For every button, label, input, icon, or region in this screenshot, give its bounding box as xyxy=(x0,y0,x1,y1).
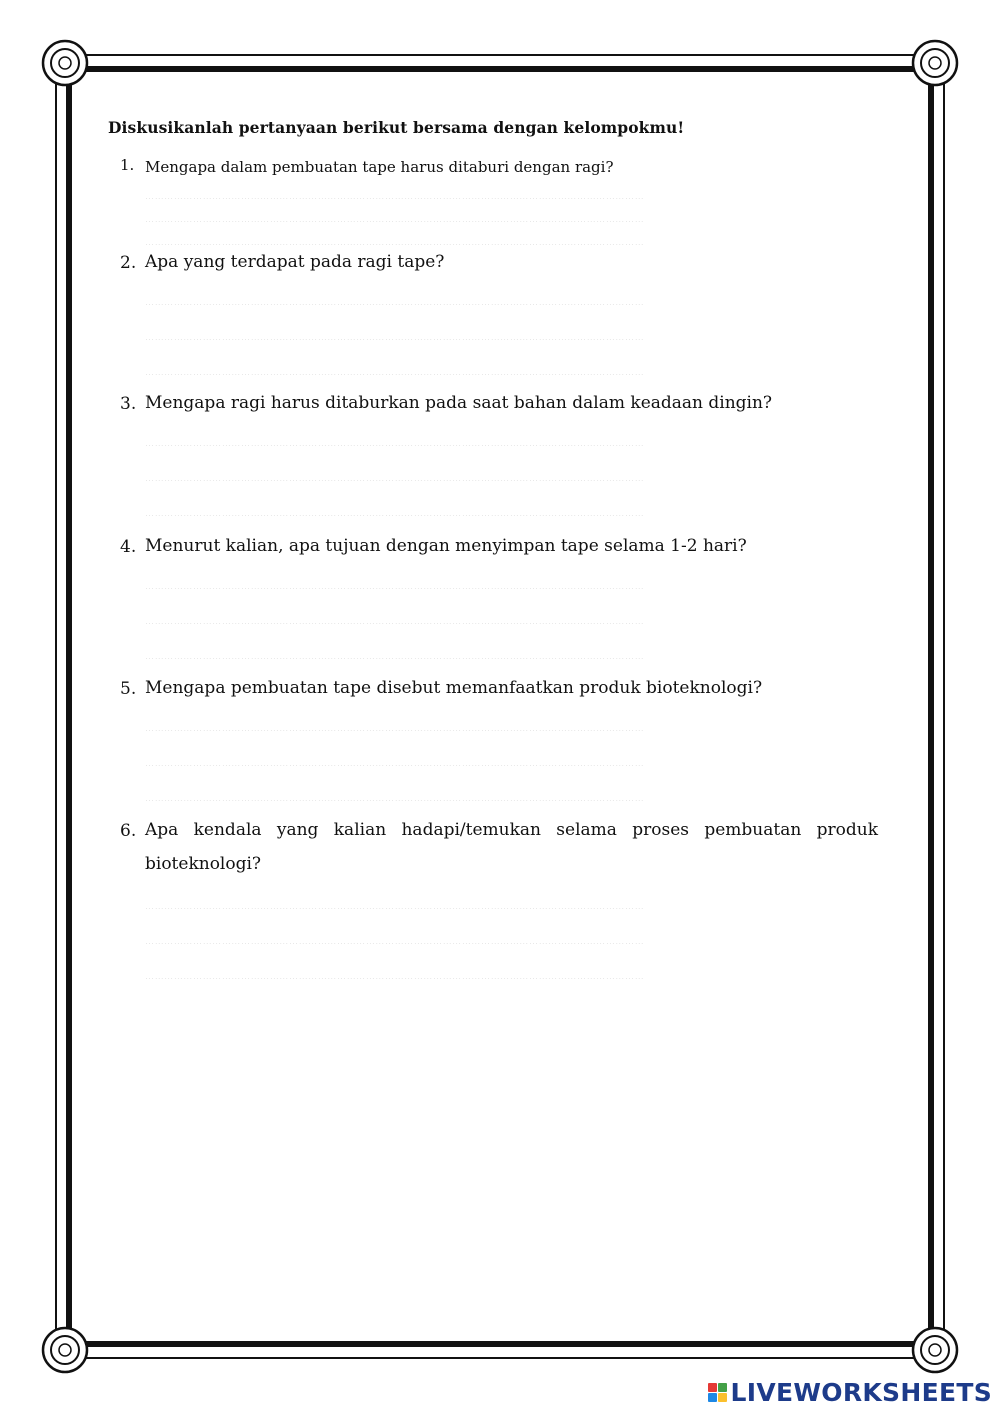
question-text: Mengapa pembuatan tape disebut memanfaatkan produk bioteknologi? xyxy=(145,678,763,698)
question-text: Mengapa ragi harus ditaburkan pada saat bahan dalam keadaan dingin? xyxy=(145,393,773,413)
answer-line[interactable] xyxy=(145,587,875,589)
answer-line[interactable] xyxy=(145,622,875,624)
question-number: 5. xyxy=(120,679,137,699)
question-text: Apa kendala yang kalian hadapi/temukan selama proses pembuatan produk bioteknologi? xyxy=(145,820,878,874)
answer-line[interactable] xyxy=(145,444,875,446)
answer-line[interactable] xyxy=(145,942,875,944)
answer-line[interactable] xyxy=(145,303,875,305)
liveworksheets-wordmark: LIVEWORKSHEETS xyxy=(730,1378,992,1407)
answer-line[interactable] xyxy=(145,657,875,659)
answer-line[interactable] xyxy=(145,907,875,909)
question-text: Mengapa dalam pembuatan tape harus ditaburi dengan ragi? xyxy=(145,158,614,176)
instruction-heading: Diskusikanlah pertanyaan berikut bersama dengan kelompokmu! xyxy=(108,118,685,137)
corner-ornament-icon xyxy=(40,1325,90,1375)
answer-line[interactable] xyxy=(145,373,875,375)
question-number: 2. xyxy=(120,253,137,273)
answer-line[interactable] xyxy=(145,764,875,766)
answer-line[interactable] xyxy=(145,197,875,199)
answer-line[interactable] xyxy=(145,799,875,801)
corner-ornament-icon xyxy=(910,1325,960,1375)
answer-line[interactable] xyxy=(145,514,875,516)
answer-line[interactable] xyxy=(145,729,875,731)
worksheet-content xyxy=(108,118,878,874)
question-text: Apa yang terdapat pada ragi tape? xyxy=(145,252,445,272)
answer-line[interactable] xyxy=(145,338,875,340)
question-number: 4. xyxy=(120,537,137,557)
liveworksheets-brand xyxy=(708,1378,992,1407)
corner-ornament-icon xyxy=(910,38,960,88)
question-number: 3. xyxy=(120,394,137,414)
answer-line[interactable] xyxy=(145,479,875,481)
answer-line[interactable] xyxy=(145,220,875,222)
question-number: 6. xyxy=(120,821,137,841)
liveworksheets-logo-icon xyxy=(708,1383,727,1402)
answer-line[interactable] xyxy=(145,977,875,979)
question-text: Menurut kalian, apa tujuan dengan menyimpan tape selama 1-2 hari? xyxy=(145,536,747,556)
corner-ornament-icon xyxy=(40,38,90,88)
question-number: 1. xyxy=(120,156,135,174)
